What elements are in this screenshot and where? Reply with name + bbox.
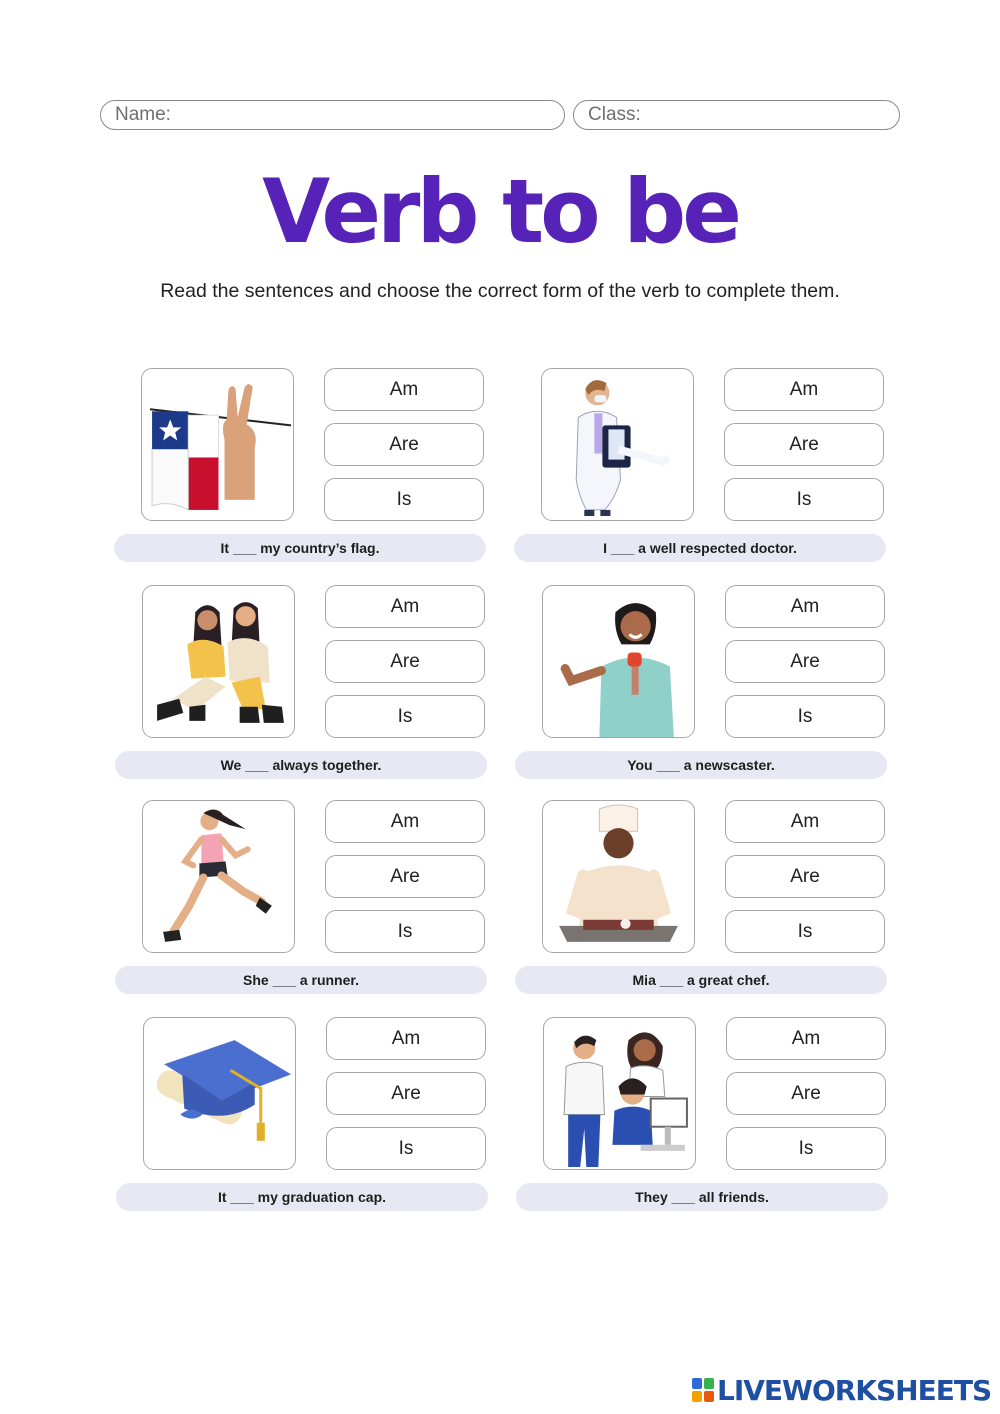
instructions: Read the sentences and choose the correct form of the verb to complete them. — [160, 280, 840, 302]
sentence: She ___ a runner. — [115, 966, 487, 994]
exercise-card — [116, 1017, 496, 1217]
option-are[interactable]: Are — [726, 1072, 886, 1115]
option-am[interactable]: Am — [724, 368, 884, 411]
brand-name: LIVEWORKSHEETS — [717, 1373, 992, 1407]
exercise-card — [115, 585, 495, 785]
option-are[interactable]: Are — [326, 1072, 486, 1115]
option-am[interactable]: Am — [325, 585, 485, 628]
option-am[interactable]: Am — [726, 1017, 886, 1060]
sentence: Mia ___ a great chef. — [515, 966, 887, 994]
option-is[interactable]: Is — [325, 910, 485, 953]
sentence: You ___ a newscaster. — [515, 751, 887, 779]
option-am[interactable]: Am — [324, 368, 484, 411]
exercise-card — [115, 800, 495, 1000]
option-is[interactable]: Is — [325, 695, 485, 738]
option-is[interactable]: Is — [324, 478, 484, 521]
exercise-card — [516, 1017, 896, 1217]
flag-hand-picture — [141, 368, 294, 521]
two-friends-picture — [142, 585, 295, 738]
graduation-cap-picture — [143, 1017, 296, 1170]
worksheet-title: Verb to be — [262, 160, 738, 263]
sentence: It ___ my country’s flag. — [114, 534, 486, 562]
sentence: We ___ always together. — [115, 751, 487, 779]
sentence: It ___ my graduation cap. — [116, 1183, 488, 1211]
sentence: They ___ all friends. — [516, 1183, 888, 1211]
sentence: I ___ a well respected doctor. — [514, 534, 886, 562]
newscaster-picture — [542, 585, 695, 738]
option-am[interactable]: Am — [725, 585, 885, 628]
option-am[interactable]: Am — [725, 800, 885, 843]
option-am[interactable]: Am — [326, 1017, 486, 1060]
option-are[interactable]: Are — [725, 855, 885, 898]
option-am[interactable]: Am — [325, 800, 485, 843]
class-field[interactable] — [573, 100, 900, 130]
name-label: Name: — [115, 104, 171, 125]
name-field[interactable] — [100, 100, 565, 130]
option-are[interactable]: Are — [324, 423, 484, 466]
runner-picture — [142, 800, 295, 953]
chef-picture — [542, 800, 695, 953]
exercise-card — [514, 368, 894, 568]
option-is[interactable]: Is — [326, 1127, 486, 1170]
option-is[interactable]: Is — [725, 910, 885, 953]
option-is[interactable]: Is — [726, 1127, 886, 1170]
class-label: Class: — [588, 104, 641, 125]
option-are[interactable]: Are — [325, 855, 485, 898]
doctor-picture — [541, 368, 694, 521]
option-is[interactable]: Is — [724, 478, 884, 521]
option-are[interactable]: Are — [725, 640, 885, 683]
friends-computer-picture — [543, 1017, 696, 1170]
liveworksheets-logo — [692, 1372, 991, 1408]
option-are[interactable]: Are — [325, 640, 485, 683]
option-is[interactable]: Is — [725, 695, 885, 738]
option-are[interactable]: Are — [724, 423, 884, 466]
exercise-card — [114, 368, 494, 568]
exercise-card — [515, 800, 895, 1000]
exercise-card — [515, 585, 895, 785]
liveworksheets-logo-icon — [692, 1378, 714, 1402]
